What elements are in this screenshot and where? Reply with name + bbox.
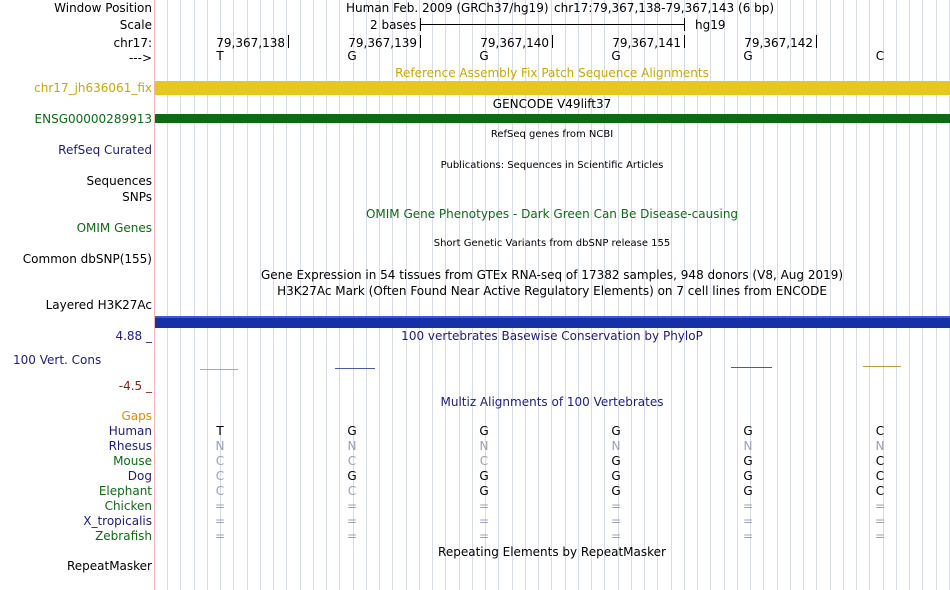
alignment-base: = xyxy=(478,514,490,528)
alignment-base: N xyxy=(875,439,885,453)
fix-patch-label[interactable]: chr17_jh636061_fix xyxy=(34,81,152,95)
assembly-title: Human Feb. 2009 (GRCh37/hg19) xyxy=(346,1,549,15)
species-label[interactable]: Dog xyxy=(127,469,152,483)
gtex-track-title: Gene Expression in 54 tissues from GTEx RNA-seq of 17382 samples, 948 donors (V8, Aug 2019) xyxy=(260,268,844,282)
alignment-base: N xyxy=(215,439,225,453)
alignment-base: = xyxy=(346,529,358,543)
alignment-base: N xyxy=(479,439,489,453)
phylop-bar xyxy=(200,369,238,370)
ruler-position: 79,367,139 xyxy=(348,36,417,50)
ruler-tick xyxy=(552,35,553,48)
alignment-base: = xyxy=(214,499,226,513)
gaps-label[interactable]: Gaps xyxy=(121,409,152,423)
gencode-track-title: GENCODE V49lift37 xyxy=(492,97,612,111)
alignment-base: = xyxy=(742,499,754,513)
alignment-base: C xyxy=(347,484,357,498)
chrom-label: chr17: xyxy=(113,36,152,50)
strand-arrow: ---> xyxy=(128,51,152,65)
reference-base: G xyxy=(479,49,489,63)
alignment-base: = xyxy=(346,499,358,513)
alignment-base: = xyxy=(874,529,886,543)
alignment-base: = xyxy=(346,514,358,528)
multiz-track-title: Multiz Alignments of 100 Vertebrates xyxy=(440,395,664,409)
phylop-max-label: 4.88 _ xyxy=(115,329,152,343)
alignment-base: N xyxy=(347,439,357,453)
reference-base: G xyxy=(347,49,357,63)
repeatmasker-track-title: Repeating Elements by RepeatMasker xyxy=(438,545,666,559)
alignment-base: C xyxy=(479,454,489,468)
scale-text: 2 bases xyxy=(370,18,417,32)
alignment-base: G xyxy=(479,484,489,498)
alignment-base: = xyxy=(610,514,622,528)
species-label[interactable]: Zebrafish xyxy=(95,529,152,543)
phylop-min-label: -4.5 _ xyxy=(118,379,152,393)
alignment-base: = xyxy=(478,529,490,543)
snps-label[interactable]: SNPs xyxy=(122,190,152,204)
ruler-position: 79,367,138 xyxy=(216,36,285,50)
species-label[interactable]: Rhesus xyxy=(108,439,152,453)
species-label[interactable]: Elephant xyxy=(98,484,152,498)
ruler-tick xyxy=(420,35,421,48)
alignment-base: = xyxy=(874,514,886,528)
ruler-position: 79,367,140 xyxy=(480,36,549,50)
common-dbsnp-label[interactable]: Common dbSNP(155) xyxy=(22,252,152,266)
alignment-base: G xyxy=(743,424,753,438)
alignment-base: C xyxy=(215,469,225,483)
alignment-base: = xyxy=(610,499,622,513)
ruler-tick xyxy=(288,35,289,48)
gencode-feature[interactable] xyxy=(155,114,950,123)
scale-db: hg19 xyxy=(695,18,726,32)
ruler-tick xyxy=(684,35,685,48)
window-position-value[interactable]: chr17:79,367,138-79,367,143 (6 bp) xyxy=(554,1,775,15)
alignment-base: C xyxy=(875,469,885,483)
alignment-base: = xyxy=(478,499,490,513)
scale-bar xyxy=(420,24,685,25)
alignment-base: G xyxy=(743,454,753,468)
alignment-base: G xyxy=(611,469,621,483)
cons-label[interactable]: 100 Vert. Cons xyxy=(13,353,102,367)
fix-patch-feature[interactable] xyxy=(155,81,950,95)
scale-bar-start-tick xyxy=(420,18,421,31)
alignment-base: = xyxy=(214,529,226,543)
fix-patch-track-title: Reference Assembly Fix Patch Sequence Alignments xyxy=(395,66,709,80)
alignment-base: G xyxy=(743,484,753,498)
ruler-position: 79,367,141 xyxy=(612,36,681,50)
phylop-bar xyxy=(335,368,375,369)
alignment-base: C xyxy=(347,454,357,468)
phylop-track-title: 100 vertebrates Basewise Conservation by PhyloP xyxy=(401,329,703,343)
species-label[interactable]: Human xyxy=(108,424,152,438)
alignment-base: G xyxy=(611,424,621,438)
window-position-label: Window Position xyxy=(54,1,152,15)
alignment-base: C xyxy=(215,484,225,498)
alignment-base: = xyxy=(742,514,754,528)
species-label[interactable]: X_tropicalis xyxy=(83,514,152,528)
alignment-base: C xyxy=(875,454,885,468)
species-label[interactable]: Chicken xyxy=(104,499,152,513)
alignment-base: N xyxy=(611,439,621,453)
dbsnp-track-title: Short Genetic Variants from dbSNP release 155 xyxy=(433,238,671,249)
alignment-base: G xyxy=(611,454,621,468)
alignment-base: G xyxy=(479,469,489,483)
h3k27ac-signal[interactable] xyxy=(155,316,950,328)
scale-bar-end-tick xyxy=(684,18,685,31)
alignment-base: = xyxy=(214,514,226,528)
refseq-track-title: RefSeq genes from NCBI xyxy=(490,129,614,140)
alignment-base: C xyxy=(875,424,885,438)
pubs-track-title: Publications: Sequences in Scientific Articles xyxy=(440,160,664,171)
alignment-base: = xyxy=(610,529,622,543)
alignment-base: G xyxy=(743,469,753,483)
reference-base: G xyxy=(611,49,621,63)
alignment-base: T xyxy=(216,424,224,438)
repeatmasker-label[interactable]: RepeatMasker xyxy=(66,559,152,573)
h3k27ac-track-title: H3K27Ac Mark (Often Found Near Active Regulatory Elements) on 7 cell lines from ENCODE xyxy=(277,284,827,298)
alignment-base: = xyxy=(742,529,754,543)
alignment-base: C xyxy=(875,484,885,498)
omim-label[interactable]: OMIM Genes xyxy=(76,221,152,235)
phylop-bar xyxy=(731,367,772,368)
species-label[interactable]: Mouse xyxy=(113,454,152,468)
alignment-base: G xyxy=(347,424,357,438)
alignment-base: G xyxy=(347,469,357,483)
refseq-label[interactable]: RefSeq Curated xyxy=(58,143,152,157)
ruler-tick xyxy=(816,35,817,48)
omim-track-title: OMIM Gene Phenotypes - Dark Green Can Be Disease-causing xyxy=(365,207,739,221)
reference-base: T xyxy=(216,49,224,63)
phylop-bar xyxy=(863,366,901,367)
sequences-label[interactable]: Sequences xyxy=(86,174,152,188)
ensg-label[interactable]: ENSG00000289913 xyxy=(34,112,152,126)
alignment-base: C xyxy=(215,454,225,468)
ruler-position: 79,367,142 xyxy=(744,36,813,50)
reference-base: G xyxy=(743,49,753,63)
alignment-base: = xyxy=(874,499,886,513)
layered-h3k27ac-label[interactable]: Layered H3K27Ac xyxy=(45,298,152,312)
scale-label: Scale xyxy=(119,18,152,32)
alignment-base: N xyxy=(743,439,753,453)
alignment-base: G xyxy=(611,484,621,498)
reference-base: C xyxy=(875,49,885,63)
alignment-base: G xyxy=(479,424,489,438)
